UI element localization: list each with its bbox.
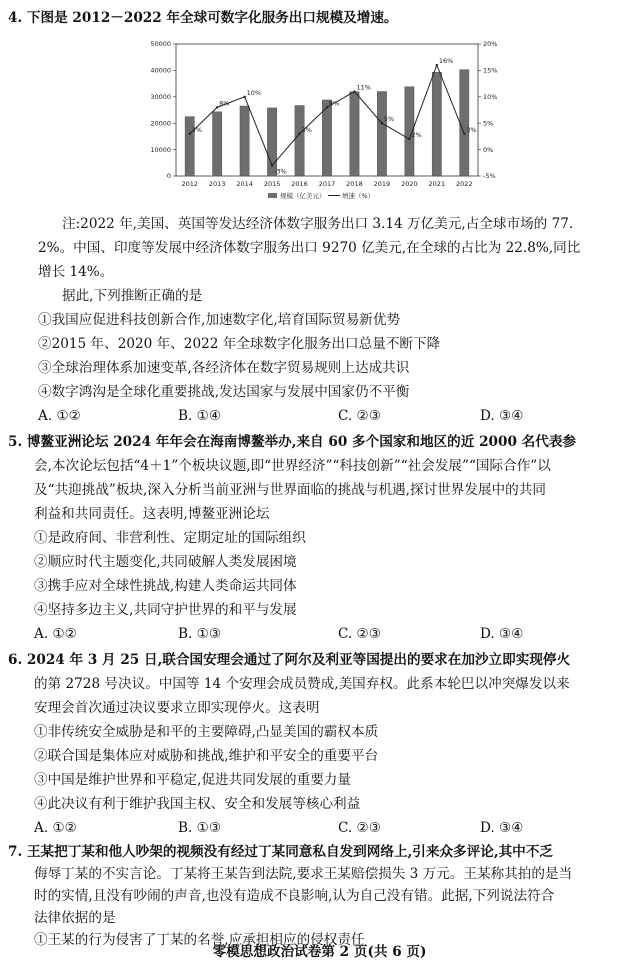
q4-stem: 4. 下图是 2012－2022 年全球可数字化服务出口规模及增速。 [8,10,398,26]
q6-item-1: ①非传统安全威胁是和平的主要障碍,凸显美国的霸权本质 [34,724,379,740]
q4-note-line-1: 注:2022 年,美国、英国等发达经济体数字服务出口 3.14 万亿美元,占全球市场的 77. [62,216,574,232]
bar-2017 [322,100,331,176]
x-tick-label-2020: 2020 [401,180,418,188]
export-scale-chart [128,36,508,206]
growth-point-2018 [353,90,355,92]
bar-2014 [240,106,249,176]
q4-item-4: ④数字鸿沟是全球化重要挑战,发达国家与发展中国家仍不平衡 [38,384,410,400]
x-tick-label-2022: 2022 [455,180,473,188]
q6-line-1: 6. 2024 年 3 月 25 日,联合国安理会通过了阿尔及利亚等国提出的要求在加沙立即实现停火 [8,652,571,668]
q5-item-4: ④坚持多边主义,共同守护世界的和平与发展 [34,602,297,618]
q5-option-d[interactable]: D. ③④ [480,626,524,642]
x-tick-label-2013: 2013 [208,180,226,188]
q5-item-2: ②顺应时代主题变化,共同破解人类发展困境 [34,554,297,570]
legend-line-label: 增速（%） [342,192,375,200]
growth-point-2020 [408,138,410,140]
growth-point-2022 [463,133,465,135]
right-tick-label: -5% [483,172,496,181]
growth-point-2019 [381,122,383,124]
q5-option-a[interactable]: A. ①② [34,626,77,642]
growth-label-2013: 8% [219,99,230,108]
growth-point-2013 [216,106,218,108]
x-tick-label-2018: 2018 [346,180,363,188]
growth-label-2012: 3% [191,125,203,134]
growth-label-2021: 16% [438,57,454,66]
growth-point-2015 [271,164,273,166]
q6-option-b[interactable]: B. ①③ [178,820,222,836]
q4-prompt: 据此,下列推断正确的是 [62,288,203,304]
q4-item-2: ②2015 年、2020 年、2022 年全球数字化服务出口总量不断下降 [38,336,441,352]
legend-bar-label: 规模（亿美元） [280,192,326,200]
bar-2016 [295,106,304,176]
q5-line-3: 及“共迎挑战”板块,深入分析当前亚洲与世界面临的挑战与机遇,探讨世界发展中的共同 [34,482,546,498]
growth-label-2015: -3% [274,167,287,176]
q6-option-d[interactable]: D. ③④ [480,820,524,836]
x-tick-label-2014: 2014 [236,180,253,188]
x-tick-label-2016: 2016 [291,180,308,188]
q6-item-4: ④此决议有利于维护我国主权、安全和发展等核心利益 [34,796,361,812]
growth-point-2017 [326,106,328,108]
growth-label-2019: 5% [383,115,395,124]
growth-label-2016: 3% [301,125,312,134]
q6-line-3: 安理会首次通过决议要求立即实现停火。这表明 [34,700,320,716]
growth-label-2018: 11% [356,83,371,92]
right-tick-label: 5% [483,119,494,128]
q7-line-1: 7. 王某把丁某和他人吵架的视频没有经过丁某同意私自发到网络上,引来众多评论,其中不乏 [8,844,553,860]
q5-line-2: 会,本次论坛包括“4＋1”个板块议题,即“世界经济”“科技创新”“社会发展”“国际合作”以 [34,458,551,474]
q5-item-1: ①是政府间、非营利性、定期定址的国际组织 [34,530,306,546]
q4-option-d[interactable]: D. ③④ [480,408,524,424]
q5-line-1: 5. 博鳌亚洲论坛 2024 年年会在海南博鳌举办,来自 60 多个国家和地区的近 2000 名代表参 [8,434,577,450]
q4-item-3: ③全球治理体系加速变革,各经济体在数字贸易规则上达成共识 [38,360,410,376]
q7-line-4: 法律依据的是 [34,910,116,926]
q5-line-4: 利益和共同责任。这表明,博鳌亚洲论坛 [34,506,270,522]
growth-point-2012 [189,133,191,135]
q6-option-c[interactable]: C. ②③ [338,820,381,836]
bar-2018 [350,92,359,176]
q5-option-b[interactable]: B. ①③ [178,626,222,642]
x-tick-label-2012: 2012 [181,180,199,188]
q7-line-3: 时的实情,且没有吵闹的声音,也没有造成不良影响,认为自己没有错。此据,下列说法符合 [34,888,555,904]
right-tick-label: 20% [483,40,498,49]
growth-label-2020: 2% [411,131,422,140]
left-tick-label: 40000 [150,66,171,75]
left-tick-label: 10000 [150,145,171,154]
growth-point-2021 [436,64,438,66]
bar-2021 [432,72,441,176]
left-tick-label: 50000 [150,40,171,49]
growth-point-2016 [298,133,300,135]
bar-2022 [460,70,469,176]
q6-line-2: 的第 2728 号决议。中国等 14 个安理会成员赞成,美国弃权。此系本轮巴以冲突爆发以来 [34,676,570,692]
q7-line-2: 侮辱丁某的不实言论。丁某将王某告到法院,要求王某赔偿损失 3 万元。王某称其拍的是当 [34,866,573,882]
q5-item-3: ③携手应对全球性挑战,构建人类命运共同体 [34,578,297,594]
x-tick-label-2021: 2021 [428,180,446,188]
q6-option-a[interactable]: A. ①② [34,820,77,836]
x-tick-label-2015: 2015 [263,180,281,188]
q7-item-1: ①王某的行为侵害了丁某的名誉,应承担相应的侵权责任 [34,932,365,948]
q6-item-2: ②联合国是集体应对威胁和挑战,维护和平安全的重要平台 [34,748,379,764]
right-tick-label: 15% [483,66,498,75]
q4-option-b[interactable]: B. ①④ [178,408,222,424]
left-tick-label: 30000 [150,93,171,101]
bar-2019 [377,92,386,176]
q4-option-a[interactable]: A. ①② [38,408,81,424]
q4-item-1: ①我国应促进科技创新合作,加速数字化,培育国际贸易新优势 [38,312,401,328]
page-footer: 零模思想政治试卷第 2 页(共 6 页) [212,944,427,960]
x-tick-label-2019: 2019 [373,180,391,188]
q4-note-line-3: 增长 14%。 [38,264,114,280]
growth-label-2017: 8% [329,99,340,108]
growth-point-2014 [243,96,245,98]
q6-item-3: ③中国是维护世界和平稳定,促进共同发展的重要力量 [34,772,351,788]
q5-option-c[interactable]: C. ②③ [338,626,381,642]
bar-2013 [213,112,222,176]
x-tick-label-2017: 2017 [318,180,336,188]
left-tick-label: 20000 [150,119,171,128]
right-tick-label: 0% [483,145,494,154]
legend-bar-swatch [268,193,277,198]
left-tick-label: 0 [166,172,171,181]
growth-label-2022: 3% [466,125,477,134]
q4-note-line-2: 2%。中国、印度等发展中经济体数字服务出口 9270 亿美元,在全球的占比为 22.8%,同比 [38,240,581,256]
growth-label-2014: 10% [246,88,262,97]
q4-option-c[interactable]: C. ②③ [338,408,381,424]
right-tick-label: 10% [483,93,498,101]
